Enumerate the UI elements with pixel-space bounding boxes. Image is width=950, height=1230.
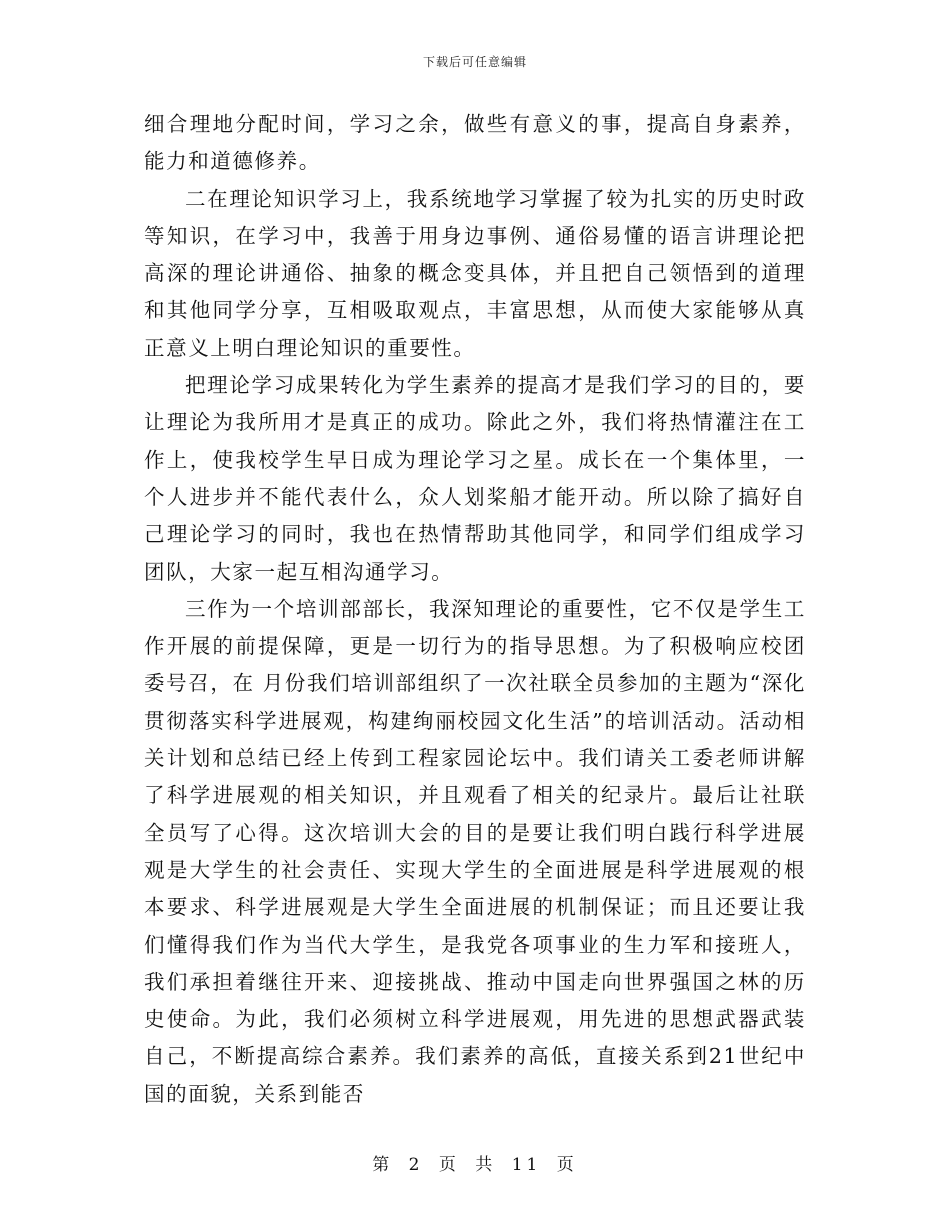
header-note: 下载后可任意编辑 <box>422 55 527 69</box>
paragraph-continuation: 细合理地分配时间，学习之余，做些有意义的事，提高自身素养，能力和道德修养。 <box>144 112 806 174</box>
paragraph-training-department: 三作为一个培训部部长，我深知理论的重要性，它不仅是学生工作开展的前提保障，更是一切行为的指导思想。为了积极响应校团委号召，在 月份我们培训部组织了一次社联全员参加的主题为“深化贯彻落实科学进展观，构建绚丽校园文化生活”的培训活动。活动相关计划和总结已经上传到工程家园论坛中。我们请关工委老师讲解了科学进展观的相关知识，并且观看了相关的纪录片。最后让社联全员写了心得。这次培训大会的目的是要让我们明白践行科学进展观是大学生的社会责任、实现大学生的全面进展是科学进展观的根本要求、科学进展观是大学生全面进展的机制保证；而且还要让我们懂得我们作为当代大学生，是我党各项事业的生力军和接班人，我们承担着继往开来、迎接挑战、推动中国走向世界强国之林的历史使命。为此，我们必须树立科学进展观，用先进的思想武器武装自己，不断提高综合素养。我们素养的高低，直接关系到21世纪中国的面貌，关系到能否 <box>144 596 806 1106</box>
paragraph-learning-outcome: 把理论学习成果转化为学生素养的提高才是我们学习的目的，要让理论为我所用才是真正的成功。除此之外，我们将热情灌注在工作上，使我校学生早日成为理论学习之星。成长在一个集体里，一个人进步并不能代表什么，众人划桨船才能开动。所以除了搞好自己理论学习的同时，我也在热情帮助其他同学，和同学们组成学习团队，大家一起互相沟通学习。 <box>144 373 806 584</box>
page-number: 第 2 页 共 11 页 <box>372 1155 578 1175</box>
document-body <box>144 106 806 1113</box>
paragraph-theory-study: 二在理论知识学习上，我系统地学习掌握了较为扎实的历史时政等知识，在学习中，我善于用身边事例、通俗易懂的语言讲理论把高深的理论讲通俗、抽象的概念变具体，并且把自己领悟到的道理和其他同学分享，互相吸取观点，丰富思想，从而使大家能够从真正意义上明白理论知识的重要性。 <box>144 186 806 360</box>
